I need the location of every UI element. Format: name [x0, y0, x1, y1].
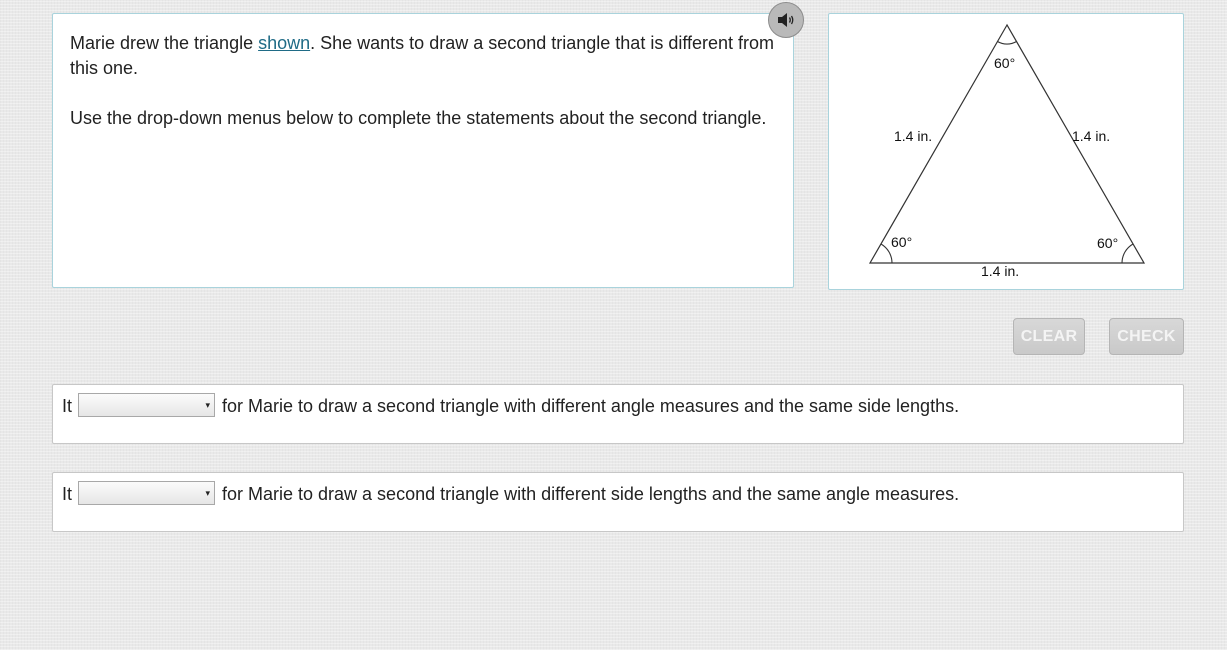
statement-prefix: It	[62, 396, 73, 416]
clear-button[interactable]: CLEAR	[1013, 318, 1085, 355]
statement-row-2	[52, 472, 1184, 532]
angle-label-right: 60°	[1097, 235, 1119, 251]
statement-suffix: for Marie to draw a second triangle with different angle measures and the same side lengths.	[222, 396, 960, 416]
side-label-bottom: 1.4 in.	[981, 263, 1020, 279]
angle-label-top: 60°	[994, 55, 1016, 71]
question-text-1	[70, 31, 776, 81]
statement-1-dropdown[interactable]	[78, 393, 215, 417]
speaker-icon	[776, 11, 796, 29]
side-label-left: 1.4 in.	[894, 128, 933, 144]
audio-button[interactable]	[768, 2, 804, 38]
question-text-after: . She wants to draw a second triangle that is different from this one.	[70, 33, 775, 78]
shown-link[interactable]: shown	[258, 33, 311, 53]
angle-arc-right	[1122, 244, 1133, 263]
check-button[interactable]: CHECK	[1109, 318, 1184, 355]
chevron-down-icon: ▾	[205, 400, 210, 410]
question-text-2: Use the drop-down menus below to complete the statements about the second triangle.	[70, 108, 767, 128]
triangle-figure	[829, 14, 1185, 291]
angle-arc-top	[998, 42, 1017, 45]
question-text-before: Marie drew the triangle	[70, 33, 259, 53]
statement-prefix: It	[62, 484, 73, 504]
side-label-right: 1.4 in.	[1072, 128, 1111, 144]
statement-row-1	[52, 384, 1184, 444]
statement-suffix: for Marie to draw a second triangle with different side lengths and the same angle measures.	[222, 484, 960, 504]
chevron-down-icon: ▾	[205, 488, 210, 498]
question-panel	[52, 13, 794, 288]
figure-panel	[828, 13, 1184, 290]
statement-2-dropdown[interactable]	[78, 481, 215, 505]
angle-label-left: 60°	[891, 234, 913, 250]
